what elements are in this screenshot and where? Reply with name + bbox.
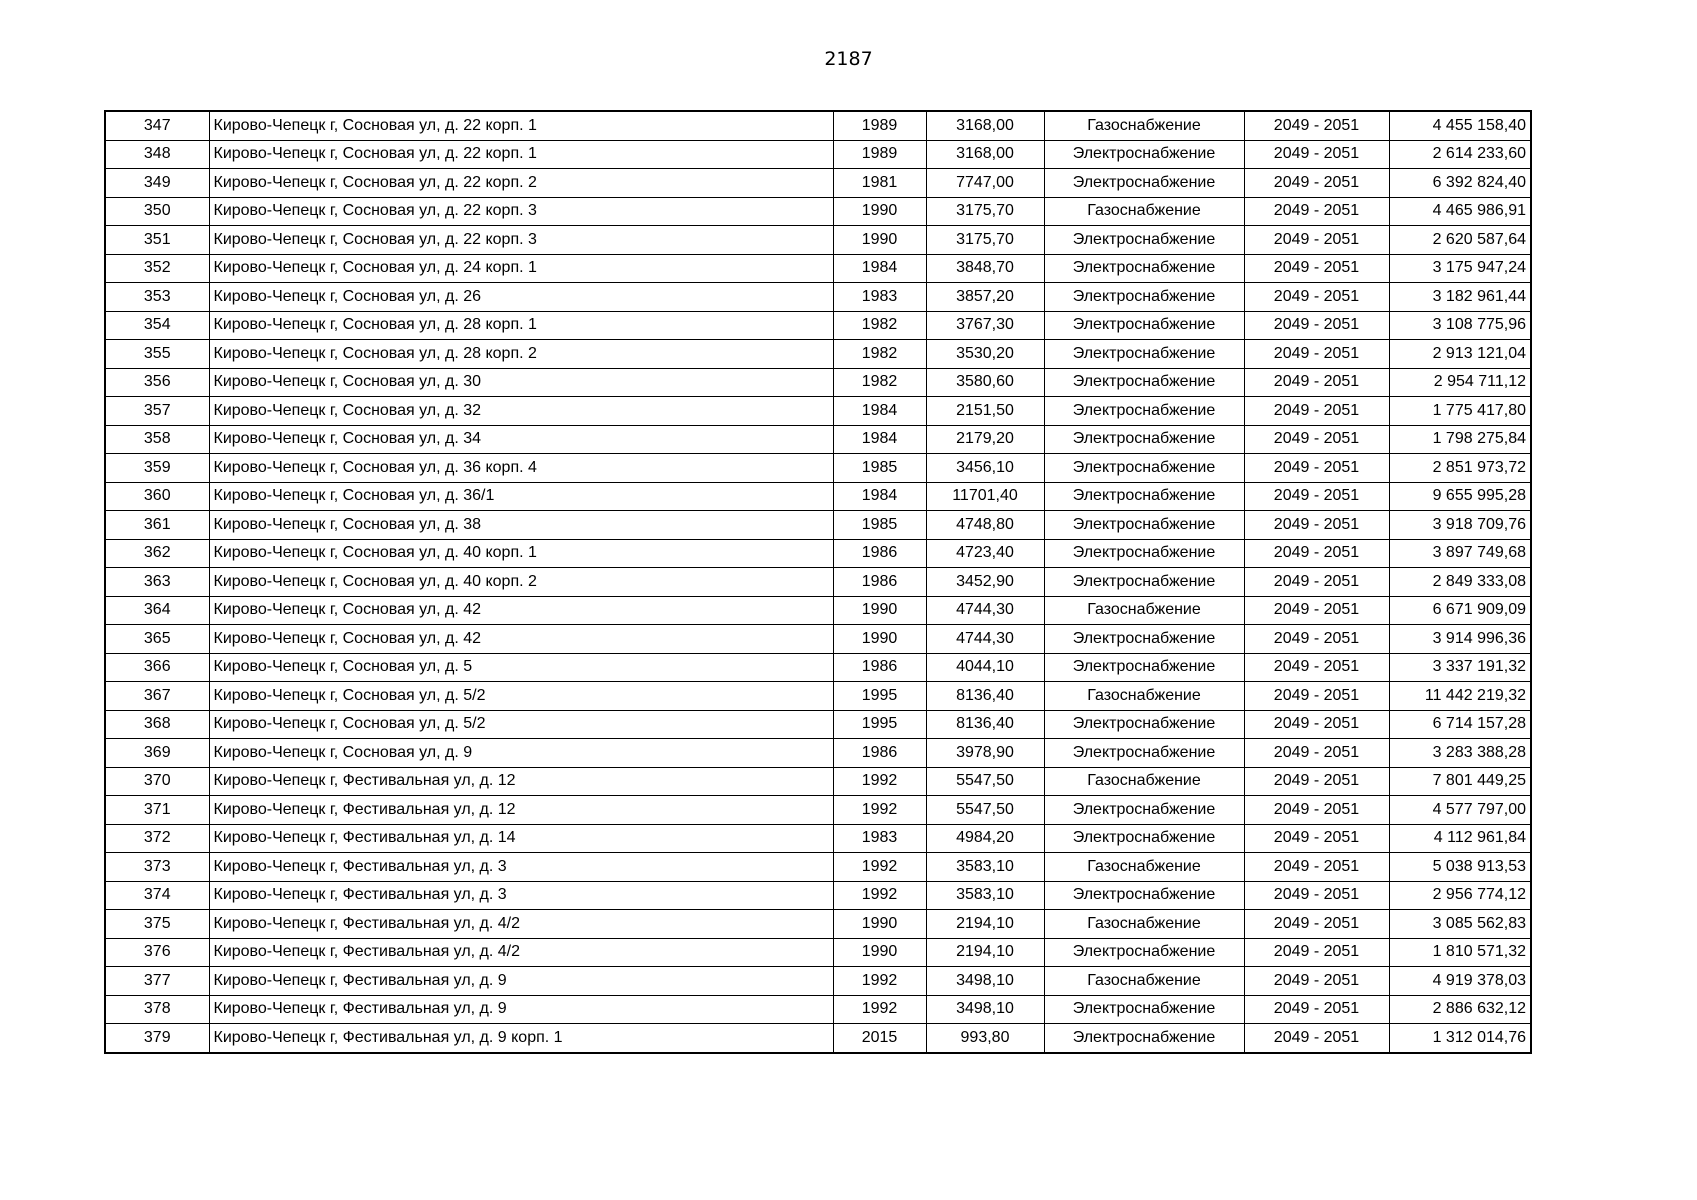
table-row xyxy=(105,568,1531,597)
area-cell: 3452,90 xyxy=(926,568,1044,597)
year-built-cell: 1990 xyxy=(833,625,926,654)
area-cell: 3583,10 xyxy=(926,881,1044,910)
year-built-cell: 1981 xyxy=(833,169,926,198)
area-cell: 3767,30 xyxy=(926,311,1044,340)
cost-cell: 2 913 121,04 xyxy=(1389,340,1531,369)
period-cell: 2049 - 2051 xyxy=(1244,368,1389,397)
repair-register-table xyxy=(104,110,1532,1054)
area-cell: 8136,40 xyxy=(926,710,1044,739)
year-built-cell: 2015 xyxy=(833,1024,926,1053)
cost-cell: 11 442 219,32 xyxy=(1389,682,1531,711)
address-cell: Кирово-Чепецк г, Сосновая ул, д. 9 xyxy=(209,739,833,768)
row-number-cell: 363 xyxy=(105,568,209,597)
row-number-cell: 364 xyxy=(105,596,209,625)
service-type-cell: Электроснабжение xyxy=(1044,340,1244,369)
cost-cell: 2 886 632,12 xyxy=(1389,995,1531,1024)
year-built-cell: 1990 xyxy=(833,226,926,255)
year-built-cell: 1989 xyxy=(833,111,926,140)
address-cell: Кирово-Чепецк г, Сосновая ул, д. 28 корп. 1 xyxy=(209,311,833,340)
period-cell: 2049 - 2051 xyxy=(1244,140,1389,169)
row-number-cell: 372 xyxy=(105,824,209,853)
period-cell: 2049 - 2051 xyxy=(1244,796,1389,825)
service-type-cell: Электроснабжение xyxy=(1044,311,1244,340)
cost-cell: 3 897 749,68 xyxy=(1389,539,1531,568)
period-cell: 2049 - 2051 xyxy=(1244,682,1389,711)
table-row xyxy=(105,682,1531,711)
area-cell: 3498,10 xyxy=(926,995,1044,1024)
address-cell: Кирово-Чепецк г, Сосновая ул, д. 38 xyxy=(209,511,833,540)
cost-cell: 3 182 961,44 xyxy=(1389,283,1531,312)
year-built-cell: 1985 xyxy=(833,454,926,483)
table-row xyxy=(105,967,1531,996)
service-type-cell: Электроснабжение xyxy=(1044,482,1244,511)
period-cell: 2049 - 2051 xyxy=(1244,226,1389,255)
service-type-cell: Электроснабжение xyxy=(1044,169,1244,198)
area-cell: 4744,30 xyxy=(926,625,1044,654)
cost-cell: 1 810 571,32 xyxy=(1389,938,1531,967)
table-row xyxy=(105,283,1531,312)
period-cell: 2049 - 2051 xyxy=(1244,710,1389,739)
service-type-cell: Электроснабжение xyxy=(1044,1024,1244,1053)
service-type-cell: Электроснабжение xyxy=(1044,511,1244,540)
table-row xyxy=(105,938,1531,967)
address-cell: Кирово-Чепецк г, Сосновая ул, д. 5/2 xyxy=(209,682,833,711)
period-cell: 2049 - 2051 xyxy=(1244,511,1389,540)
address-cell: Кирово-Чепецк г, Сосновая ул, д. 42 xyxy=(209,596,833,625)
area-cell: 3580,60 xyxy=(926,368,1044,397)
year-built-cell: 1990 xyxy=(833,596,926,625)
period-cell: 2049 - 2051 xyxy=(1244,169,1389,198)
table-body xyxy=(105,111,1531,1053)
table-row xyxy=(105,311,1531,340)
cost-cell: 1 775 417,80 xyxy=(1389,397,1531,426)
area-cell: 2151,50 xyxy=(926,397,1044,426)
address-cell: Кирово-Чепецк г, Сосновая ул, д. 32 xyxy=(209,397,833,426)
address-cell: Кирово-Чепецк г, Сосновая ул, д. 22 корп. 1 xyxy=(209,111,833,140)
table-row xyxy=(105,197,1531,226)
address-cell: Кирово-Чепецк г, Сосновая ул, д. 22 корп. 1 xyxy=(209,140,833,169)
address-cell: Кирово-Чепецк г, Сосновая ул, д. 40 корп. 1 xyxy=(209,539,833,568)
year-built-cell: 1982 xyxy=(833,340,926,369)
row-number-cell: 376 xyxy=(105,938,209,967)
period-cell: 2049 - 2051 xyxy=(1244,283,1389,312)
row-number-cell: 370 xyxy=(105,767,209,796)
cost-cell: 2 849 333,08 xyxy=(1389,568,1531,597)
service-type-cell: Газоснабжение xyxy=(1044,767,1244,796)
address-cell: Кирово-Чепецк г, Сосновая ул, д. 24 корп. 1 xyxy=(209,254,833,283)
year-built-cell: 1992 xyxy=(833,796,926,825)
service-type-cell: Электроснабжение xyxy=(1044,425,1244,454)
area-cell: 3848,70 xyxy=(926,254,1044,283)
period-cell: 2049 - 2051 xyxy=(1244,425,1389,454)
service-type-cell: Газоснабжение xyxy=(1044,910,1244,939)
table-row xyxy=(105,625,1531,654)
period-cell: 2049 - 2051 xyxy=(1244,482,1389,511)
service-type-cell: Электроснабжение xyxy=(1044,226,1244,255)
row-number-cell: 378 xyxy=(105,995,209,1024)
service-type-cell: Электроснабжение xyxy=(1044,254,1244,283)
area-cell: 11701,40 xyxy=(926,482,1044,511)
area-cell: 4984,20 xyxy=(926,824,1044,853)
row-number-cell: 349 xyxy=(105,169,209,198)
service-type-cell: Газоснабжение xyxy=(1044,111,1244,140)
row-number-cell: 366 xyxy=(105,653,209,682)
address-cell: Кирово-Чепецк г, Сосновая ул, д. 26 xyxy=(209,283,833,312)
area-cell: 4723,40 xyxy=(926,539,1044,568)
area-cell: 4748,80 xyxy=(926,511,1044,540)
year-built-cell: 1992 xyxy=(833,967,926,996)
period-cell: 2049 - 2051 xyxy=(1244,397,1389,426)
year-built-cell: 1990 xyxy=(833,938,926,967)
table-row xyxy=(105,511,1531,540)
table-row xyxy=(105,653,1531,682)
area-cell: 993,80 xyxy=(926,1024,1044,1053)
service-type-cell: Электроснабжение xyxy=(1044,539,1244,568)
row-number-cell: 352 xyxy=(105,254,209,283)
year-built-cell: 1986 xyxy=(833,739,926,768)
table-row xyxy=(105,368,1531,397)
table-row xyxy=(105,710,1531,739)
year-built-cell: 1985 xyxy=(833,511,926,540)
service-type-cell: Электроснабжение xyxy=(1044,140,1244,169)
table-row xyxy=(105,539,1531,568)
area-cell: 3978,90 xyxy=(926,739,1044,768)
year-built-cell: 1992 xyxy=(833,995,926,1024)
period-cell: 2049 - 2051 xyxy=(1244,910,1389,939)
year-built-cell: 1984 xyxy=(833,425,926,454)
service-type-cell: Электроснабжение xyxy=(1044,938,1244,967)
table-row xyxy=(105,1024,1531,1053)
year-built-cell: 1984 xyxy=(833,482,926,511)
row-number-cell: 347 xyxy=(105,111,209,140)
cost-cell: 4 455 158,40 xyxy=(1389,111,1531,140)
row-number-cell: 379 xyxy=(105,1024,209,1053)
table-row xyxy=(105,995,1531,1024)
table-row xyxy=(105,397,1531,426)
table-row xyxy=(105,853,1531,882)
address-cell: Кирово-Чепецк г, Фестивальная ул, д. 3 xyxy=(209,853,833,882)
address-cell: Кирово-Чепецк г, Фестивальная ул, д. 3 xyxy=(209,881,833,910)
year-built-cell: 1986 xyxy=(833,568,926,597)
address-cell: Кирово-Чепецк г, Сосновая ул, д. 36/1 xyxy=(209,482,833,511)
service-type-cell: Электроснабжение xyxy=(1044,568,1244,597)
row-number-cell: 373 xyxy=(105,853,209,882)
service-type-cell: Газоснабжение xyxy=(1044,197,1244,226)
year-built-cell: 1995 xyxy=(833,682,926,711)
service-type-cell: Электроснабжение xyxy=(1044,368,1244,397)
year-built-cell: 1982 xyxy=(833,311,926,340)
row-number-cell: 368 xyxy=(105,710,209,739)
row-number-cell: 369 xyxy=(105,739,209,768)
area-cell: 4744,30 xyxy=(926,596,1044,625)
area-cell: 5547,50 xyxy=(926,767,1044,796)
table-row xyxy=(105,454,1531,483)
area-cell: 3175,70 xyxy=(926,226,1044,255)
row-number-cell: 356 xyxy=(105,368,209,397)
row-number-cell: 351 xyxy=(105,226,209,255)
cost-cell: 3 283 388,28 xyxy=(1389,739,1531,768)
row-number-cell: 354 xyxy=(105,311,209,340)
area-cell: 3175,70 xyxy=(926,197,1044,226)
cost-cell: 9 655 995,28 xyxy=(1389,482,1531,511)
period-cell: 2049 - 2051 xyxy=(1244,568,1389,597)
year-built-cell: 1990 xyxy=(833,197,926,226)
area-cell: 7747,00 xyxy=(926,169,1044,198)
period-cell: 2049 - 2051 xyxy=(1244,254,1389,283)
year-built-cell: 1984 xyxy=(833,254,926,283)
period-cell: 2049 - 2051 xyxy=(1244,653,1389,682)
cost-cell: 2 614 233,60 xyxy=(1389,140,1531,169)
row-number-cell: 377 xyxy=(105,967,209,996)
service-type-cell: Газоснабжение xyxy=(1044,853,1244,882)
service-type-cell: Электроснабжение xyxy=(1044,283,1244,312)
row-number-cell: 359 xyxy=(105,454,209,483)
area-cell: 3530,20 xyxy=(926,340,1044,369)
area-cell: 3168,00 xyxy=(926,140,1044,169)
cost-cell: 4 112 961,84 xyxy=(1389,824,1531,853)
cost-cell: 4 919 378,03 xyxy=(1389,967,1531,996)
service-type-cell: Электроснабжение xyxy=(1044,625,1244,654)
period-cell: 2049 - 2051 xyxy=(1244,625,1389,654)
table-row xyxy=(105,254,1531,283)
service-type-cell: Электроснабжение xyxy=(1044,653,1244,682)
year-built-cell: 1984 xyxy=(833,397,926,426)
cost-cell: 6 671 909,09 xyxy=(1389,596,1531,625)
service-type-cell: Газоснабжение xyxy=(1044,967,1244,996)
table-row xyxy=(105,881,1531,910)
period-cell: 2049 - 2051 xyxy=(1244,340,1389,369)
area-cell: 2194,10 xyxy=(926,910,1044,939)
row-number-cell: 367 xyxy=(105,682,209,711)
period-cell: 2049 - 2051 xyxy=(1244,739,1389,768)
address-cell: Кирово-Чепецк г, Сосновая ул, д. 22 корп. 3 xyxy=(209,226,833,255)
service-type-cell: Газоснабжение xyxy=(1044,596,1244,625)
cost-cell: 4 465 986,91 xyxy=(1389,197,1531,226)
service-type-cell: Электроснабжение xyxy=(1044,881,1244,910)
table-row xyxy=(105,767,1531,796)
service-type-cell: Газоснабжение xyxy=(1044,682,1244,711)
year-built-cell: 1983 xyxy=(833,824,926,853)
area-cell: 2179,20 xyxy=(926,425,1044,454)
period-cell: 2049 - 2051 xyxy=(1244,596,1389,625)
period-cell: 2049 - 2051 xyxy=(1244,967,1389,996)
row-number-cell: 374 xyxy=(105,881,209,910)
row-number-cell: 371 xyxy=(105,796,209,825)
period-cell: 2049 - 2051 xyxy=(1244,824,1389,853)
address-cell: Кирово-Чепецк г, Фестивальная ул, д. 9 xyxy=(209,995,833,1024)
cost-cell: 7 801 449,25 xyxy=(1389,767,1531,796)
area-cell: 3168,00 xyxy=(926,111,1044,140)
year-built-cell: 1992 xyxy=(833,853,926,882)
page-number: 2187 xyxy=(824,48,873,70)
cost-cell: 2 620 587,64 xyxy=(1389,226,1531,255)
address-cell: Кирово-Чепецк г, Сосновая ул, д. 34 xyxy=(209,425,833,454)
table-row xyxy=(105,739,1531,768)
service-type-cell: Электроснабжение xyxy=(1044,995,1244,1024)
table-row xyxy=(105,111,1531,140)
table-row xyxy=(105,824,1531,853)
area-cell: 8136,40 xyxy=(926,682,1044,711)
address-cell: Кирово-Чепецк г, Сосновая ул, д. 22 корп. 3 xyxy=(209,197,833,226)
row-number-cell: 350 xyxy=(105,197,209,226)
address-cell: Кирово-Чепецк г, Фестивальная ул, д. 4/2 xyxy=(209,938,833,967)
cost-cell: 3 175 947,24 xyxy=(1389,254,1531,283)
address-cell: Кирово-Чепецк г, Фестивальная ул, д. 9 корп. 1 xyxy=(209,1024,833,1053)
period-cell: 2049 - 2051 xyxy=(1244,454,1389,483)
table-row xyxy=(105,140,1531,169)
year-built-cell: 1986 xyxy=(833,539,926,568)
period-cell: 2049 - 2051 xyxy=(1244,853,1389,882)
address-cell: Кирово-Чепецк г, Фестивальная ул, д. 12 xyxy=(209,796,833,825)
cost-cell: 3 914 996,36 xyxy=(1389,625,1531,654)
service-type-cell: Электроснабжение xyxy=(1044,739,1244,768)
period-cell: 2049 - 2051 xyxy=(1244,1024,1389,1053)
cost-cell: 2 956 774,12 xyxy=(1389,881,1531,910)
service-type-cell: Электроснабжение xyxy=(1044,796,1244,825)
area-cell: 4044,10 xyxy=(926,653,1044,682)
table-row xyxy=(105,226,1531,255)
address-cell: Кирово-Чепецк г, Сосновая ул, д. 36 корп. 4 xyxy=(209,454,833,483)
address-cell: Кирово-Чепецк г, Сосновая ул, д. 42 xyxy=(209,625,833,654)
cost-cell: 4 577 797,00 xyxy=(1389,796,1531,825)
year-built-cell: 1983 xyxy=(833,283,926,312)
address-cell: Кирово-Чепецк г, Фестивальная ул, д. 12 xyxy=(209,767,833,796)
period-cell: 2049 - 2051 xyxy=(1244,767,1389,796)
cost-cell: 2 954 711,12 xyxy=(1389,368,1531,397)
area-cell: 3456,10 xyxy=(926,454,1044,483)
cost-cell: 2 851 973,72 xyxy=(1389,454,1531,483)
cost-cell: 1 798 275,84 xyxy=(1389,425,1531,454)
year-built-cell: 1986 xyxy=(833,653,926,682)
row-number-cell: 360 xyxy=(105,482,209,511)
cost-cell: 3 918 709,76 xyxy=(1389,511,1531,540)
table-row xyxy=(105,169,1531,198)
period-cell: 2049 - 2051 xyxy=(1244,197,1389,226)
year-built-cell: 1995 xyxy=(833,710,926,739)
area-cell: 3498,10 xyxy=(926,967,1044,996)
row-number-cell: 361 xyxy=(105,511,209,540)
address-cell: Кирово-Чепецк г, Сосновая ул, д. 28 корп. 2 xyxy=(209,340,833,369)
address-cell: Кирово-Чепецк г, Фестивальная ул, д. 9 xyxy=(209,967,833,996)
cost-cell: 5 038 913,53 xyxy=(1389,853,1531,882)
address-cell: Кирово-Чепецк г, Фестивальная ул, д. 4/2 xyxy=(209,910,833,939)
area-cell: 5547,50 xyxy=(926,796,1044,825)
period-cell: 2049 - 2051 xyxy=(1244,539,1389,568)
row-number-cell: 355 xyxy=(105,340,209,369)
row-number-cell: 353 xyxy=(105,283,209,312)
row-number-cell: 365 xyxy=(105,625,209,654)
table-row xyxy=(105,425,1531,454)
period-cell: 2049 - 2051 xyxy=(1244,995,1389,1024)
address-cell: Кирово-Чепецк г, Сосновая ул, д. 22 корп. 2 xyxy=(209,169,833,198)
year-built-cell: 1989 xyxy=(833,140,926,169)
period-cell: 2049 - 2051 xyxy=(1244,938,1389,967)
cost-cell: 1 312 014,76 xyxy=(1389,1024,1531,1053)
year-built-cell: 1992 xyxy=(833,881,926,910)
service-type-cell: Электроснабжение xyxy=(1044,710,1244,739)
area-cell: 3583,10 xyxy=(926,853,1044,882)
cost-cell: 6 392 824,40 xyxy=(1389,169,1531,198)
address-cell: Кирово-Чепецк г, Сосновая ул, д. 5/2 xyxy=(209,710,833,739)
cost-cell: 6 714 157,28 xyxy=(1389,710,1531,739)
address-cell: Кирово-Чепецк г, Сосновая ул, д. 40 корп. 2 xyxy=(209,568,833,597)
table-row xyxy=(105,796,1531,825)
row-number-cell: 362 xyxy=(105,539,209,568)
cost-cell: 3 085 562,83 xyxy=(1389,910,1531,939)
address-cell: Кирово-Чепецк г, Сосновая ул, д. 30 xyxy=(209,368,833,397)
service-type-cell: Электроснабжение xyxy=(1044,454,1244,483)
period-cell: 2049 - 2051 xyxy=(1244,111,1389,140)
year-built-cell: 1982 xyxy=(833,368,926,397)
row-number-cell: 358 xyxy=(105,425,209,454)
address-cell: Кирово-Чепецк г, Сосновая ул, д. 5 xyxy=(209,653,833,682)
table-row xyxy=(105,596,1531,625)
year-built-cell: 1990 xyxy=(833,910,926,939)
period-cell: 2049 - 2051 xyxy=(1244,881,1389,910)
table-row xyxy=(105,340,1531,369)
area-cell: 2194,10 xyxy=(926,938,1044,967)
row-number-cell: 348 xyxy=(105,140,209,169)
year-built-cell: 1992 xyxy=(833,767,926,796)
address-cell: Кирово-Чепецк г, Фестивальная ул, д. 14 xyxy=(209,824,833,853)
cost-cell: 3 108 775,96 xyxy=(1389,311,1531,340)
row-number-cell: 375 xyxy=(105,910,209,939)
period-cell: 2049 - 2051 xyxy=(1244,311,1389,340)
table-row xyxy=(105,482,1531,511)
cost-cell: 3 337 191,32 xyxy=(1389,653,1531,682)
area-cell: 3857,20 xyxy=(926,283,1044,312)
service-type-cell: Электроснабжение xyxy=(1044,824,1244,853)
service-type-cell: Электроснабжение xyxy=(1044,397,1244,426)
row-number-cell: 357 xyxy=(105,397,209,426)
table-row xyxy=(105,910,1531,939)
